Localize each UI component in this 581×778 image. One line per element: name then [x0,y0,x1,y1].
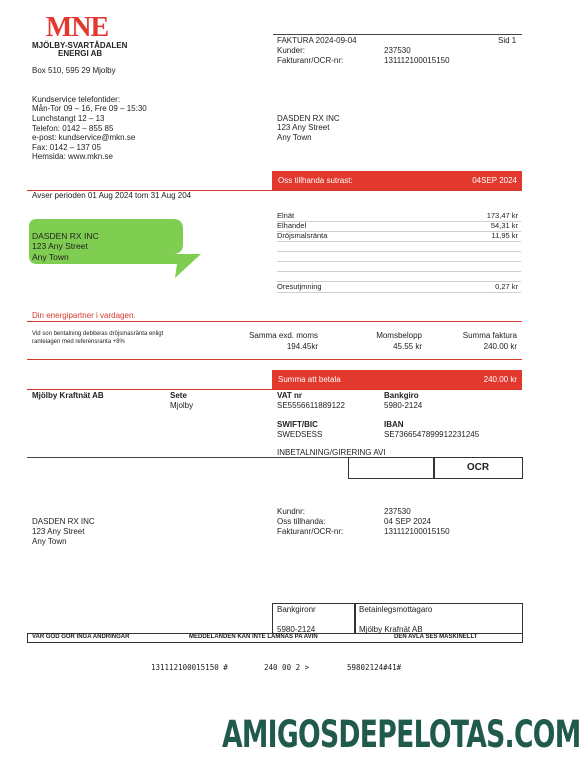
ocr-box-label: OCR [466,462,490,473]
recipient-name: DASDEN RX INC [277,114,340,123]
swift-label: SWIFT/BIC [277,420,318,429]
header-top-rule [273,34,522,35]
bankgiro-value: 5980-2124 [384,401,423,410]
bank-company: Mjölby Kraftnät AB [32,391,104,400]
bankgiro-label: Bankgiro [384,391,419,400]
tagline: Din energipartner i vardagen. [32,311,136,320]
slip-recipient-street: 123 Any Street [32,527,85,536]
sum-value: 240.00 kr [483,342,517,351]
bankgironr-label: Bankgironr [277,605,316,614]
warning-1: VAR GOD GOR INGA ANDRINGAR [32,634,130,640]
service-title: Kundservice telefontider: [32,95,121,104]
charge-row: Elnät 173,47 kr [277,211,521,222]
excl-vat-value: 194.45kr [286,342,318,351]
vat-label: Momsbelopp [376,331,422,340]
service-lunch: Lunchstangt 12 – 13 [32,114,105,123]
warning-strip [27,633,523,643]
warning-3: DEN AVLA SES MASKINELLT [394,634,478,640]
totals-rule [27,359,522,360]
service-email: e-post: kundservice@mkn.se [32,133,136,142]
due-bar [272,171,522,190]
slip-kundnr-label: Kundnr: [277,507,306,516]
company-name-line1: MJÖLBY-SVARTÅDALEN [32,41,128,50]
rounding-row: Oresutjmning 0,27 kr [277,281,521,293]
bankgironr-value: 5980-2124 [277,625,316,634]
seat-value: Mjolby [170,401,194,410]
invoice-page: Sid 1 [498,36,517,45]
period-text: Avser perioden 01 Aug 2024 tom 31 Aug 204 [32,191,192,200]
bubble-line1: DASDEN RX INC [32,231,99,241]
warning-2: MEDDELANDEN KAN INTE LÄMNAS PA AVIN [189,634,318,640]
receiver-value: Mjölby Krafnät AB [359,625,423,634]
ocr-label: Fakturanr/OCR-nr: [277,56,344,65]
slip-field-box [348,457,435,479]
watermark-text: AMIGOSDEPELOTAS.COM [222,713,581,756]
slip-due-label: Oss tillhanda: [277,517,326,526]
iban-label: IBAN [384,420,404,429]
company-name-line2: ENERGI AB [58,49,103,58]
vat-value: 45.55 kr [393,342,422,351]
service-web: Hemsida: www.mkn.se [32,152,113,161]
company-logo [40,12,114,43]
recipient-street: 123 Any Street [277,123,330,132]
ocr-code-3: 59802124#41# [347,663,402,672]
slip-recipient-city: Any Town [32,537,67,546]
due-bar-label: Oss tillhanda sutrast: [278,176,353,185]
receiver-box [354,603,523,634]
mne-logo-mark [40,12,114,43]
pay-bar [272,370,522,389]
receiver-label: Betainlegsmottagaro [359,605,433,614]
charge-row: Elhandel 54,31 kr [277,221,521,232]
late-note-line2: ranteiagen med referensranta +8% [32,339,125,345]
swift-value: SWEDSESS [277,430,323,439]
vat-nr-value: SE5556611889122 [277,401,345,410]
ocr-value: 131112100015150 [384,56,450,65]
speech-bubble-shape [27,218,203,284]
vat-nr-label: VAT nr [277,391,303,400]
bankgironr-box [272,603,356,634]
recipient-city: Any Town [277,133,312,142]
company-address: Box 510, 595 29 Mjolby [32,66,116,75]
svg-text:MNE: MNE [45,12,109,43]
slip-ocr-label: Fakturanr/OCR-nr: [277,527,344,536]
invoice-title: FAKTURA 2024-09-04 [277,36,357,45]
address-bubble [27,218,203,284]
late-note-line1: Vid son bentalning debiteras dröjsmasränta enligt [32,331,164,337]
customer-label: Kunder: [277,46,306,55]
ocr-box [433,457,523,479]
slip-recipient-name: DASDEN RX INC [32,517,95,526]
service-hours: Mån-Tor 09 – 16, Fre 09 – 15:30 [32,104,147,113]
service-fax: Fax: 0142 – 137 05 [32,143,101,152]
charge-row [277,271,521,281]
slip-ocr-value: 131112100015150 [384,527,450,536]
excl-vat-label: Samma exd. moms [249,331,318,340]
pay-rule [27,389,522,390]
slip-title: INBETALNING/GIRERING AVI [277,448,386,457]
bubble-line3: Any Town [32,252,69,262]
pay-bar-label: Summa att betala [278,375,341,384]
slip-due-value: 04 SEP 2024 [384,517,432,526]
iban-value: SE7366547899912231245 [384,430,480,439]
ocr-code-1: 131112100015150 # [151,663,228,672]
ocr-code-2: 240 00 2 > [264,663,310,672]
sum-label: Summa faktura [462,331,517,340]
tagline-rule [27,321,522,322]
slip-kundnr-value: 237530 [384,507,411,516]
customer-value: 237530 [384,46,411,55]
bubble-line2: 123 Any Street [32,241,88,251]
seat-label: Sete [170,391,187,400]
charge-row: Dröjsmalsränta 11,95 kr [277,231,521,242]
due-bar-date: 04SEP 2024 [472,176,517,185]
pay-bar-value: 240.00 kr [483,375,517,384]
service-phone: Telefon: 0142 – 855 85 [32,124,114,133]
